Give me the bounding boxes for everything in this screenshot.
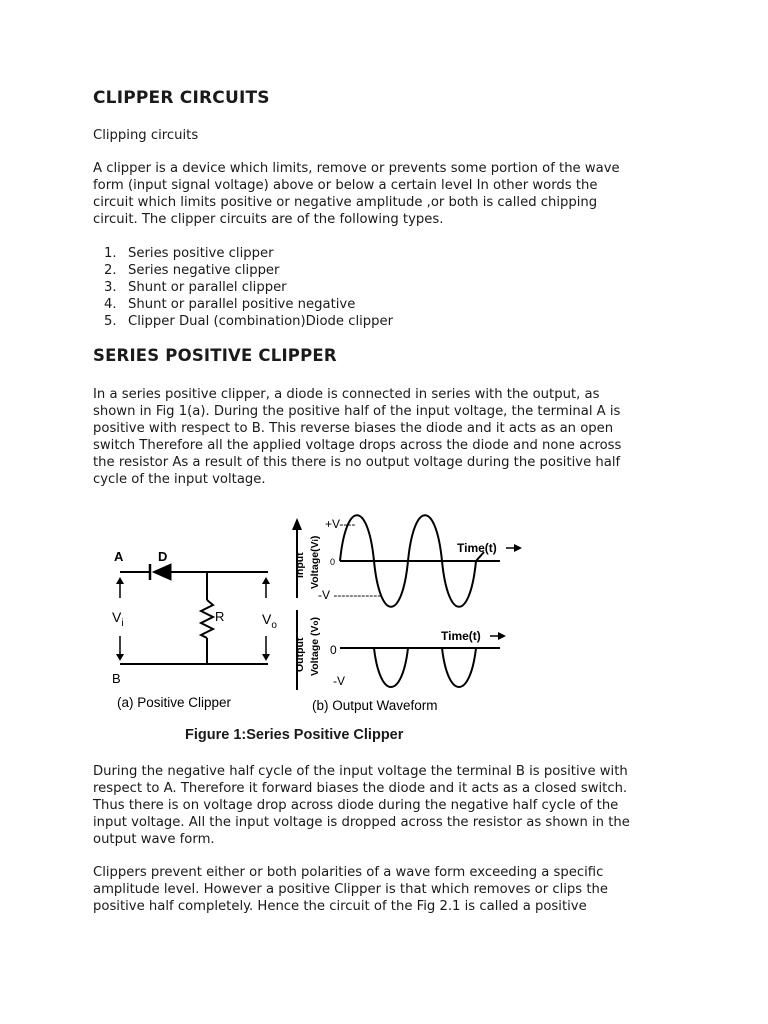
- paragraph-line: respect to A. Therefore it forward biases the diode and it acts as a closed switch.: [93, 781, 628, 796]
- vo-label: $V_o$: [262, 611, 277, 631]
- page-title: CLIPPER CIRCUITS: [93, 88, 270, 108]
- paragraph-line: During the negative half cycle of the input voltage the terminal B is positive with: [93, 764, 628, 779]
- zero-input-label: 0: [330, 557, 336, 567]
- input-axis-label-1: Input: [294, 552, 306, 578]
- list-item: 2. Series negative clipper: [104, 263, 280, 278]
- input-axis-label-2: Voltage(Vi): [309, 535, 321, 589]
- plus-v-label: +V----: [325, 517, 356, 531]
- section-line: cycle of the input voltage.: [93, 472, 266, 487]
- list-item: 5. Clipper Dual (combination)Diode clipper: [104, 314, 394, 329]
- circuit-caption: (a) Positive Clipper: [117, 695, 232, 710]
- paragraph-line: amplitude level. However a positive Clipper is that which removes or clips the: [93, 882, 608, 897]
- subtitle: Clipping circuits: [93, 128, 199, 143]
- output-axis-label-2: Voltage (Vo): [309, 617, 321, 676]
- zero-output-label: 0: [330, 643, 337, 657]
- intro-line: circuit which limits positive or negative amplitude ,or both is called chipping: [93, 195, 598, 210]
- terminal-b-label: B: [112, 671, 121, 686]
- intro-line: A clipper is a device which limits, remove or prevents some portion of the wave: [93, 161, 620, 176]
- diode-label: D: [158, 549, 168, 564]
- resistor-label: R: [215, 609, 225, 624]
- vi-label: $V_i$: [112, 609, 124, 629]
- section-line: positive with respect to B. This reverse biases the diode and it acts as an open: [93, 421, 614, 436]
- paragraph-line: Clippers prevent either or both polarities of a wave form exceeding a specific: [93, 865, 604, 880]
- time-arrow-icon: [514, 544, 522, 552]
- circuit-diagram: [120, 564, 268, 664]
- time-arrow-icon: [498, 632, 506, 640]
- output-clipped-wave: [374, 648, 476, 687]
- section-line: the resistor As a result of this there is no output voltage during the positive half: [93, 455, 621, 470]
- paragraph-line: input voltage. All the input voltage is dropped across the resistor as shown in the: [93, 815, 630, 830]
- minus-v-output-label: -V: [333, 674, 345, 688]
- section-line: In a series positive clipper, a diode is connected in series with the output, as: [93, 387, 600, 402]
- time-input-label: Time(t): [457, 541, 497, 555]
- diode-icon: [153, 564, 171, 580]
- list-item: 4. Shunt or parallel positive negative: [104, 297, 356, 312]
- section-title: SERIES POSITIVE CLIPPER: [93, 346, 337, 365]
- figure-caption: Figure 1:Series Positive Clipper: [185, 727, 404, 743]
- minus-v-label: -V ------------: [318, 588, 382, 602]
- paragraph-line: output wave form.: [93, 832, 215, 847]
- list-item: 3. Shunt or parallel clipper: [104, 280, 287, 295]
- time-output-label: Time(t): [441, 629, 481, 643]
- section-line: shown in Fig 1(a). During the positive half of the input voltage, the terminal A is: [93, 404, 621, 419]
- intro-line: form (input signal voltage) above or below a certain level In other words the: [93, 178, 598, 193]
- paragraph-line: Thus there is on voltage drop across diode during the negative half cycle of the: [93, 798, 619, 813]
- intro-line: circuit. The clipper circuits are of the following types.: [93, 212, 444, 227]
- paragraph-line: positive half completely. Hence the circuit of the Fig 2.1 is called a positive: [93, 899, 587, 914]
- list-item: 1. Series positive clipper: [104, 246, 274, 261]
- waveform-caption: (b) Output Waveform: [312, 698, 438, 713]
- resistor-icon: [201, 600, 213, 638]
- terminal-a-label: A: [114, 549, 124, 564]
- section-line: switch Therefore all the applied voltage drops across the diode and none across: [93, 438, 622, 453]
- output-axis-label-1: Output: [294, 637, 306, 672]
